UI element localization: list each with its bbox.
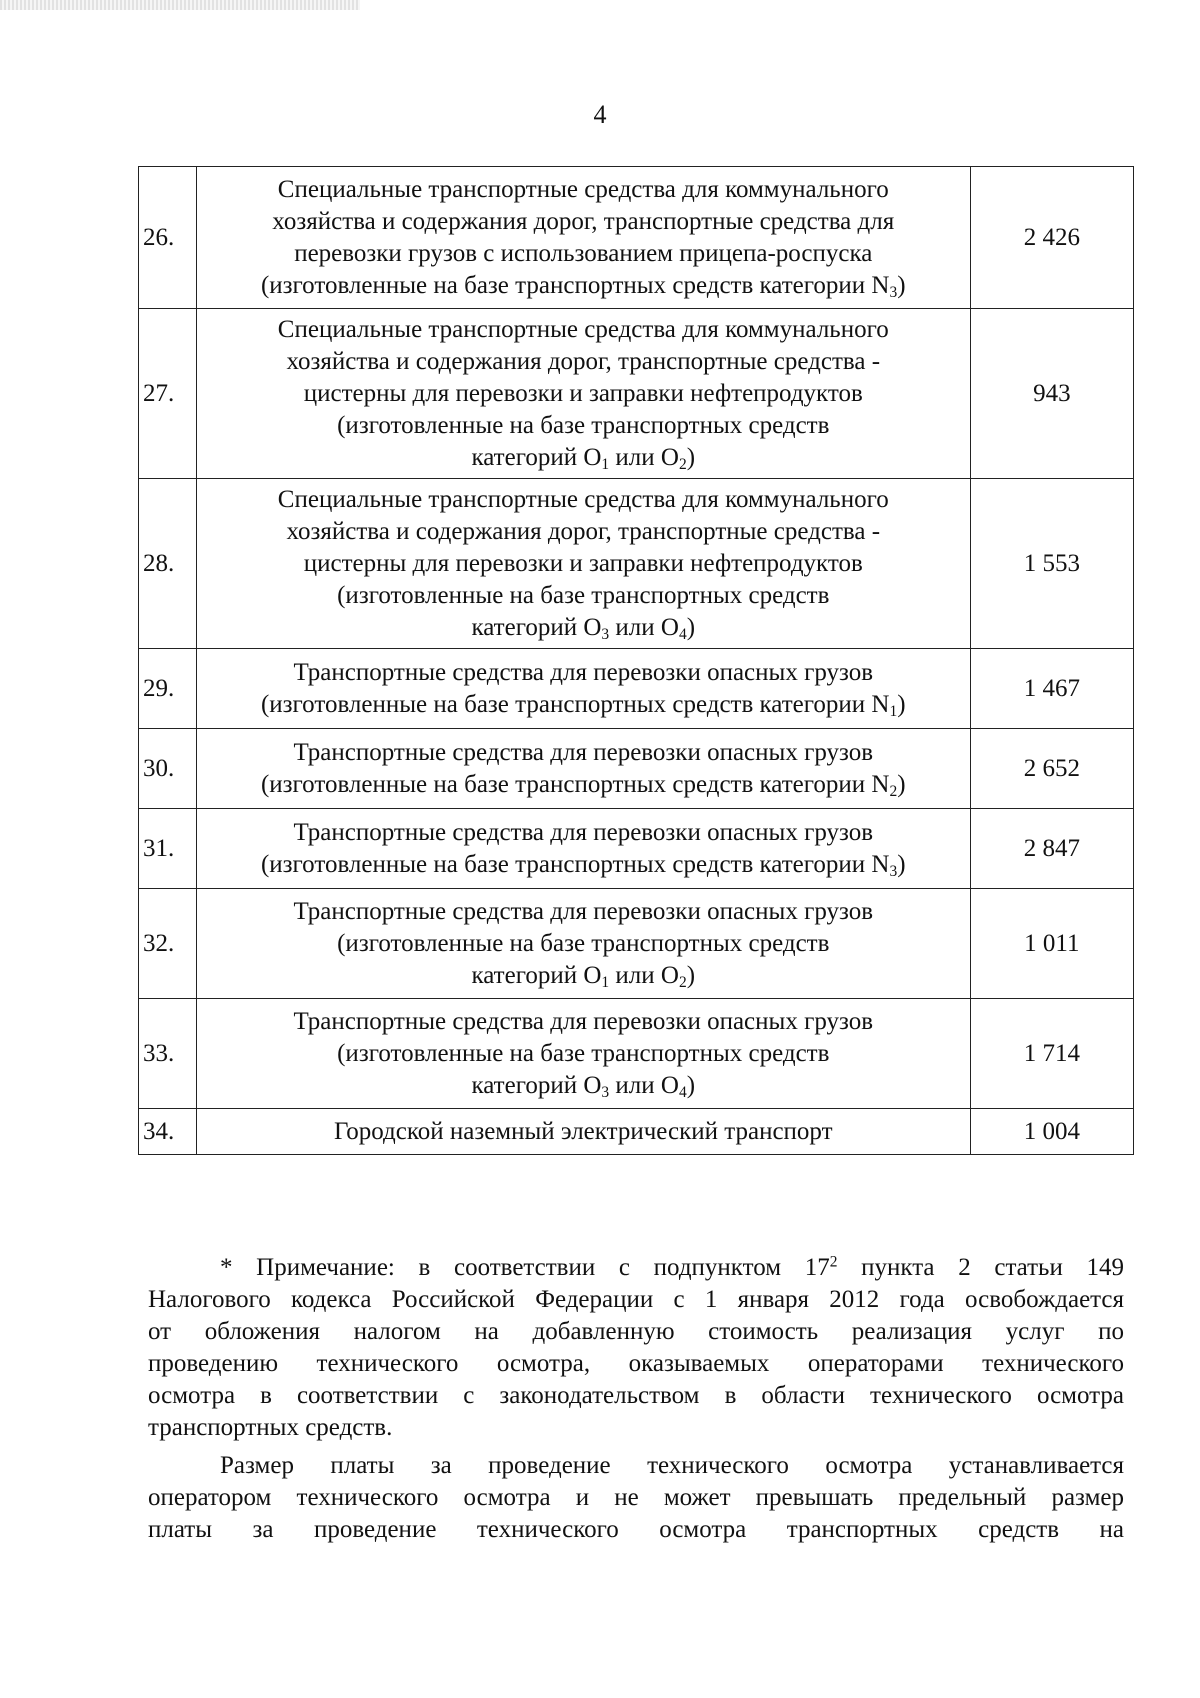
row-number: 29. [139, 649, 197, 729]
paragraph-line: Размер платы за проведение технического осмотра устанавливается [220, 1452, 1124, 1479]
row-number: 27. [139, 309, 197, 479]
row-price: 1 467 [970, 649, 1133, 729]
note-line: осмотра в соответствии с законодательством в области технического осмотра [148, 1382, 1124, 1409]
table-row [139, 889, 1134, 999]
row-description [196, 309, 970, 479]
row-price: 2 426 [970, 167, 1133, 309]
fee-limit-paragraph [148, 1450, 1124, 1546]
description-line: (изготовленные на базе транспортных средств [337, 929, 830, 957]
description-line: Транспортные средства для перевозки опасных грузов [293, 897, 874, 925]
row-price: 1 714 [970, 999, 1133, 1109]
vat-note [148, 1252, 1124, 1444]
description-line: Специальные транспортные средства для коммунального [277, 485, 889, 513]
description-line: категорий $O_1$ или $O_2$) [471, 961, 696, 991]
description-line: Транспортные средства для перевозки опасных грузов [293, 1007, 874, 1035]
description-line: (изготовленные на базе транспортных средств категории $N_2$) [260, 770, 906, 800]
description-line: категорий $O_3$ или $O_4$) [471, 613, 696, 643]
row-number: 28. [139, 479, 197, 649]
description-line: Транспортные средства для перевозки опасных грузов [293, 818, 874, 846]
description-line: перевозки грузов с использованием прицепа-роспуска [294, 239, 873, 267]
table-row [139, 479, 1134, 649]
row-price: 1 004 [970, 1109, 1133, 1155]
description-line: (изготовленные на базе транспортных средств [337, 581, 830, 609]
table-row [139, 167, 1134, 309]
row-description [196, 479, 970, 649]
description-line: цистерны для перевозки и заправки нефтепродуктов [303, 379, 863, 407]
row-number: 31. [139, 809, 197, 889]
row-description [196, 649, 970, 729]
page-number: 4 [593, 100, 607, 129]
row-description [196, 809, 970, 889]
description-line: (изготовленные на базе транспортных средств категории $N_1$) [260, 690, 906, 720]
description-line: Специальные транспортные средства для коммунального [277, 175, 889, 203]
row-number: 34. [139, 1109, 197, 1155]
table-row [139, 649, 1134, 729]
description-line: (изготовленные на базе транспортных средств [337, 411, 830, 439]
table-row [139, 999, 1134, 1109]
row-price: 2 652 [970, 729, 1133, 809]
row-number: 26. [139, 167, 197, 309]
row-price: 943 [970, 309, 1133, 479]
note-line: транспортных средств. [148, 1414, 393, 1441]
row-number: 32. [139, 889, 197, 999]
note-line: от обложения налогом на добавленную стоимость реализация услуг по [148, 1318, 1124, 1345]
row-number: 30. [139, 729, 197, 809]
tariff-table [138, 166, 1134, 1155]
description-line: (изготовленные на базе транспортных средств категории $N_3$) [260, 850, 906, 880]
row-price: 1 011 [970, 889, 1133, 999]
row-description [196, 999, 970, 1109]
description-line: хозяйства и содержания дорог, транспортные средства для [272, 207, 895, 235]
description-line: Транспортные средства для перевозки опасных грузов [293, 738, 874, 766]
description-line: Специальные транспортные средства для коммунального [277, 315, 889, 343]
description-line: категорий $O_3$ или $O_4$) [471, 1071, 696, 1101]
row-price: 2 847 [970, 809, 1133, 889]
row-price: 1 553 [970, 479, 1133, 649]
note-line: проведению технического осмотра, оказываемых операторами технического [148, 1350, 1124, 1377]
table-row [139, 729, 1134, 809]
description-line: Транспортные средства для перевозки опасных грузов [293, 658, 874, 686]
description-line: цистерны для перевозки и заправки нефтепродуктов [303, 549, 863, 577]
table-row [139, 309, 1134, 479]
row-description [196, 889, 970, 999]
note-line: * Примечание: в соответствии с подпунктом $17^2$ пункта 2 статьи 149 [220, 1253, 1124, 1281]
description-line: хозяйства и содержания дорог, транспортные средства - [286, 517, 881, 545]
note-line: Налогового кодекса Российской Федерации с 1 января 2012 года освобождается [148, 1286, 1124, 1313]
description-line: (изготовленные на базе транспортных средств категории $N_3$) [260, 271, 906, 301]
paragraph-line: оператором технического осмотра и не может превышать предельный размер [148, 1484, 1124, 1511]
description-line: хозяйства и содержания дорог, транспортные средства - [286, 347, 881, 375]
description-line: Городской наземный электрический транспорт [334, 1117, 833, 1145]
paragraph-line: платы за проведение технического осмотра транспортных средств на [148, 1516, 1124, 1543]
row-description [196, 729, 970, 809]
row-description [196, 1109, 970, 1155]
scan-edge-artifact [0, 0, 360, 10]
row-description [196, 167, 970, 309]
row-number: 33. [139, 999, 197, 1109]
description-line: (изготовленные на базе транспортных средств [337, 1039, 830, 1067]
table-row [139, 809, 1134, 889]
description-line: категорий $O_1$ или $O_2$) [471, 443, 696, 473]
table-row [139, 1109, 1134, 1155]
